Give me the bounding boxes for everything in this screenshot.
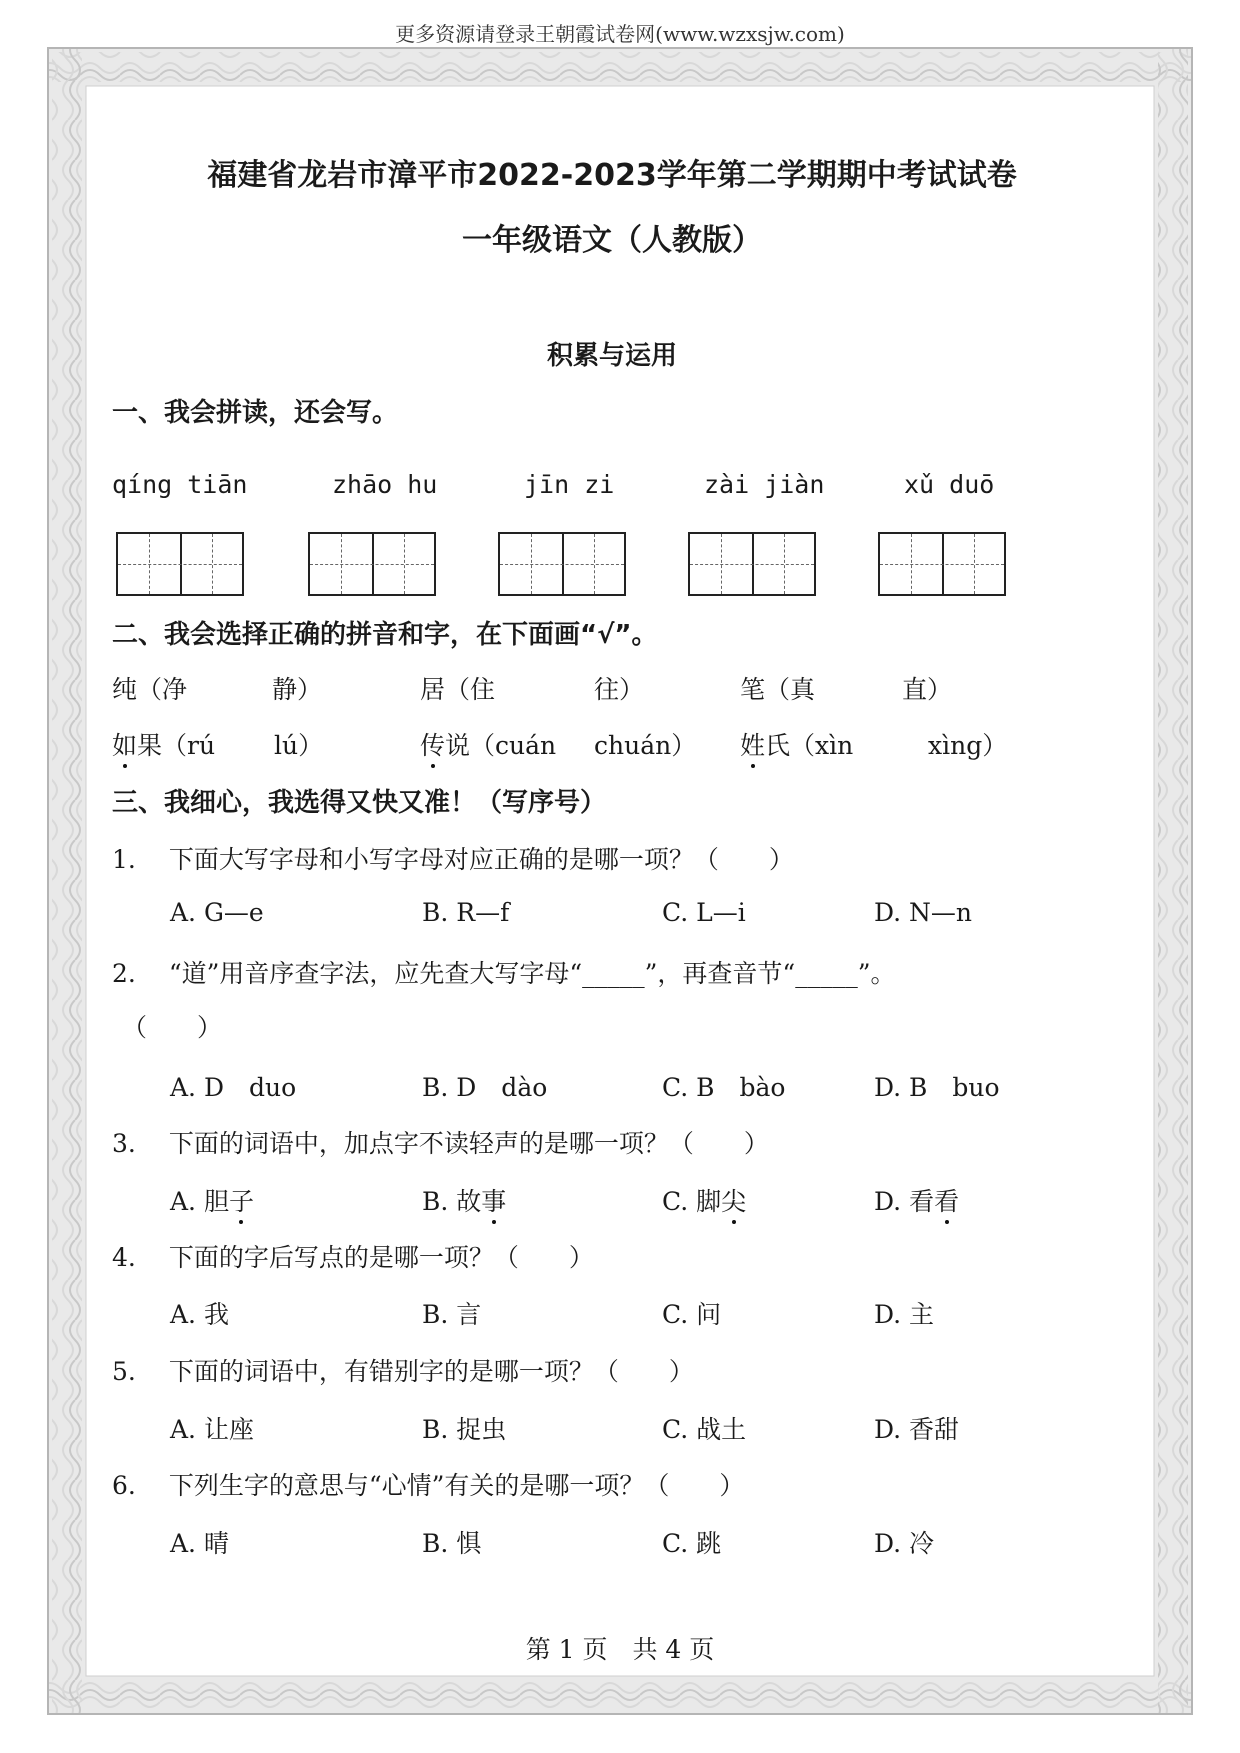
choice-item: 直） <box>902 675 953 704</box>
option-d[interactable]: D. 香甜 <box>874 1415 960 1444</box>
option-c[interactable]: C. 脚尖 <box>662 1182 746 1218</box>
site-header: 更多资源请登录王朝霞试卷网(www.wzxsjw.com) <box>395 22 845 46</box>
pinyin-2: zhāo hu <box>332 470 438 499</box>
option-c[interactable]: C. 战土 <box>662 1415 747 1444</box>
choice-item: 静） <box>272 675 323 704</box>
option-d[interactable]: D. N—n <box>874 898 973 927</box>
question-item-4: 4. 下面的字后写点的是哪一项？（ ） <box>112 1243 594 1272</box>
question-1-heading: 一、我会拼读，还会写。 <box>112 398 399 428</box>
writing-grid-3[interactable] <box>498 532 626 596</box>
choice-item: 纯（净 <box>112 675 188 704</box>
question-item-6: 6. 下列生字的意思与“心情”有关的是哪一项？（ ） <box>112 1471 745 1500</box>
writing-grid-2[interactable] <box>308 532 436 596</box>
option-d[interactable]: D. 主 <box>874 1300 935 1329</box>
choice-item: lú） <box>274 731 324 760</box>
option-a[interactable]: A. G—e <box>170 898 264 927</box>
writing-grid-1[interactable] <box>116 532 244 596</box>
option-b[interactable]: B. R—f <box>422 898 510 927</box>
option-d[interactable]: D. 冷 <box>874 1529 935 1558</box>
option-d[interactable]: D. B buo <box>874 1073 1000 1102</box>
answer-paren[interactable]: （ ） <box>122 1013 223 1042</box>
choice-item: chuán） <box>594 731 697 760</box>
option-c[interactable]: C. 跳 <box>662 1529 722 1558</box>
choice-item: 笔（真 <box>740 675 816 704</box>
pinyin-3: jīn zi <box>524 470 615 499</box>
option-b[interactable]: B. 故事 <box>422 1182 506 1218</box>
question-item-2: 2. “道”用音序查字法，应先查大写字母“_____”，再查音节“_____”。 <box>112 959 896 988</box>
question-item-3: 3. 下面的词语中，加点字不读轻声的是哪一项？（ ） <box>112 1129 769 1158</box>
option-c[interactable]: C. L—i <box>662 898 746 927</box>
choice-item: 如果（rú <box>112 726 215 762</box>
question-item-1: 1. 下面大写字母和小写字母对应正确的是哪一项？（ ） <box>112 845 794 874</box>
option-a[interactable]: A. 晴 <box>170 1529 229 1558</box>
section-title: 积累与运用 <box>546 341 677 371</box>
choice-item: 往） <box>594 675 645 704</box>
option-b[interactable]: B. 捉虫 <box>422 1415 507 1444</box>
question-3-heading: 三、我细心，我选得又快又准！（写序号） <box>112 788 607 818</box>
choice-item: 居（住 <box>420 675 496 704</box>
writing-grid-4[interactable] <box>688 532 816 596</box>
option-d[interactable]: D. 看看 <box>874 1182 959 1218</box>
choice-item: 传说（cuán <box>420 726 556 762</box>
option-b[interactable]: B. D dào <box>422 1073 548 1102</box>
choice-item: xìng） <box>928 731 1008 760</box>
pinyin-5: xǔ duō <box>904 470 995 499</box>
option-c[interactable]: C. B bào <box>662 1073 786 1102</box>
question-item-5: 5. 下面的词语中，有错别字的是哪一项？（ ） <box>112 1357 694 1386</box>
option-b[interactable]: B. 惧 <box>422 1529 482 1558</box>
exam-title: 福建省龙岩市漳平市2022-2023学年第二学期期中考试试卷 <box>207 158 1017 193</box>
option-a[interactable]: A. 胆子 <box>170 1182 254 1218</box>
option-c[interactable]: C. 问 <box>662 1300 722 1329</box>
exam-subtitle: 一年级语文（人教版） <box>462 223 762 258</box>
option-a[interactable]: A. 我 <box>170 1300 229 1329</box>
option-a[interactable]: A. 让座 <box>170 1415 254 1444</box>
pinyin-1: qíng tiān <box>112 470 248 499</box>
page-footer: 第 1 页 共 4 页 <box>525 1635 715 1664</box>
choice-item: 姓氏（xìn <box>740 726 853 762</box>
pinyin-4: zài jiàn <box>704 470 825 499</box>
question-2-heading: 二、我会选择正确的拼音和字，在下面画“√”。 <box>112 620 658 650</box>
option-b[interactable]: B. 言 <box>422 1300 482 1329</box>
option-a[interactable]: A. D duo <box>170 1073 297 1102</box>
writing-grid-5[interactable] <box>878 532 1006 596</box>
